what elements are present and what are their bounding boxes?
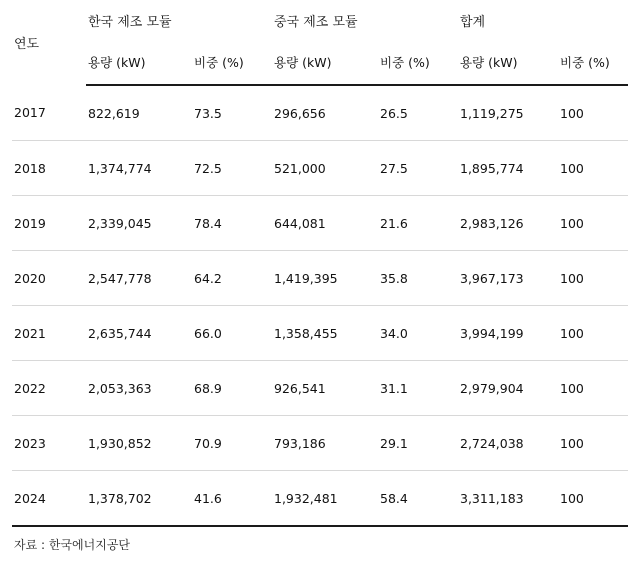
group-header-china: 중국 제조 모듈 (274, 14, 358, 30)
subheader-row (12, 40, 628, 85)
table-row (12, 251, 628, 306)
column-header-china-capacity: 용량 (kW) (272, 40, 378, 85)
cell-korea-share: 70.9 (192, 416, 272, 471)
cell-china-share: 34.0 (378, 306, 458, 361)
cell-china-share: 26.5 (378, 85, 458, 141)
cell-korea-capacity: 1,378,702 (86, 471, 192, 527)
cell-total-share: 100 (558, 361, 628, 416)
cell-total-capacity: 1,119,275 (458, 85, 558, 141)
cell-year: 2023 (12, 416, 86, 471)
cell-korea-capacity: 1,930,852 (86, 416, 192, 471)
table-head (12, 0, 628, 85)
cell-china-capacity: 1,932,481 (272, 471, 378, 527)
cell-korea-capacity: 2,053,363 (86, 361, 192, 416)
cell-total-share: 100 (558, 251, 628, 306)
cell-korea-capacity: 2,339,045 (86, 196, 192, 251)
cell-china-share: 58.4 (378, 471, 458, 527)
source-note: 자료 : 한국에너지공단 (14, 538, 131, 552)
cell-china-share: 35.8 (378, 251, 458, 306)
cell-china-capacity: 926,541 (272, 361, 378, 416)
cell-korea-capacity: 1,374,774 (86, 141, 192, 196)
cell-china-share: 21.6 (378, 196, 458, 251)
group-header-korea: 한국 제조 모듈 (88, 14, 172, 30)
cell-korea-share: 73.5 (192, 85, 272, 141)
column-header-china-share: 비중 (%) (378, 40, 458, 85)
table-row (12, 361, 628, 416)
cell-total-share: 100 (558, 196, 628, 251)
column-header-korea-share: 비중 (%) (192, 40, 272, 85)
cell-korea-share: 64.2 (192, 251, 272, 306)
group-header-row (12, 0, 628, 40)
cell-year: 2018 (12, 141, 86, 196)
table-row (12, 141, 628, 196)
cell-china-capacity: 793,186 (272, 416, 378, 471)
cell-year: 2017 (12, 85, 86, 141)
cell-total-capacity: 2,724,038 (458, 416, 558, 471)
table-body (12, 85, 628, 526)
cell-total-capacity: 2,979,904 (458, 361, 558, 416)
module-capacity-table (12, 0, 628, 527)
group-header-total: 합계 (460, 14, 486, 30)
cell-total-capacity: 3,994,199 (458, 306, 558, 361)
table-row (12, 196, 628, 251)
table-row (12, 471, 628, 527)
cell-total-share: 100 (558, 416, 628, 471)
cell-korea-capacity: 822,619 (86, 85, 192, 141)
cell-china-share: 27.5 (378, 141, 458, 196)
cell-year: 2022 (12, 361, 86, 416)
cell-china-capacity: 644,081 (272, 196, 378, 251)
cell-total-share: 100 (558, 85, 628, 141)
cell-china-share: 31.1 (378, 361, 458, 416)
cell-total-capacity: 3,967,173 (458, 251, 558, 306)
table-row (12, 306, 628, 361)
table-row (12, 85, 628, 141)
cell-korea-capacity: 2,635,744 (86, 306, 192, 361)
cell-korea-share: 68.9 (192, 361, 272, 416)
cell-total-share: 100 (558, 471, 628, 527)
cell-total-capacity: 1,895,774 (458, 141, 558, 196)
cell-korea-share: 66.0 (192, 306, 272, 361)
cell-total-share: 100 (558, 306, 628, 361)
cell-china-share: 29.1 (378, 416, 458, 471)
cell-year: 2020 (12, 251, 86, 306)
table-row (12, 416, 628, 471)
column-header-korea-capacity: 용량 (kW) (86, 40, 192, 85)
column-header-total-share: 비중 (%) (558, 40, 628, 85)
cell-total-share: 100 (558, 141, 628, 196)
cell-korea-share: 41.6 (192, 471, 272, 527)
column-header-total-capacity: 용량 (kW) (458, 40, 558, 85)
cell-total-capacity: 2,983,126 (458, 196, 558, 251)
cell-total-capacity: 3,311,183 (458, 471, 558, 527)
cell-china-capacity: 521,000 (272, 141, 378, 196)
cell-korea-share: 78.4 (192, 196, 272, 251)
cell-year: 2021 (12, 306, 86, 361)
cell-china-capacity: 1,419,395 (272, 251, 378, 306)
cell-korea-capacity: 2,547,778 (86, 251, 192, 306)
cell-year: 2019 (12, 196, 86, 251)
column-header-year: 연도 (14, 37, 40, 52)
cell-korea-share: 72.5 (192, 141, 272, 196)
cell-year: 2024 (12, 471, 86, 527)
cell-china-capacity: 1,358,455 (272, 306, 378, 361)
cell-china-capacity: 296,656 (272, 85, 378, 141)
